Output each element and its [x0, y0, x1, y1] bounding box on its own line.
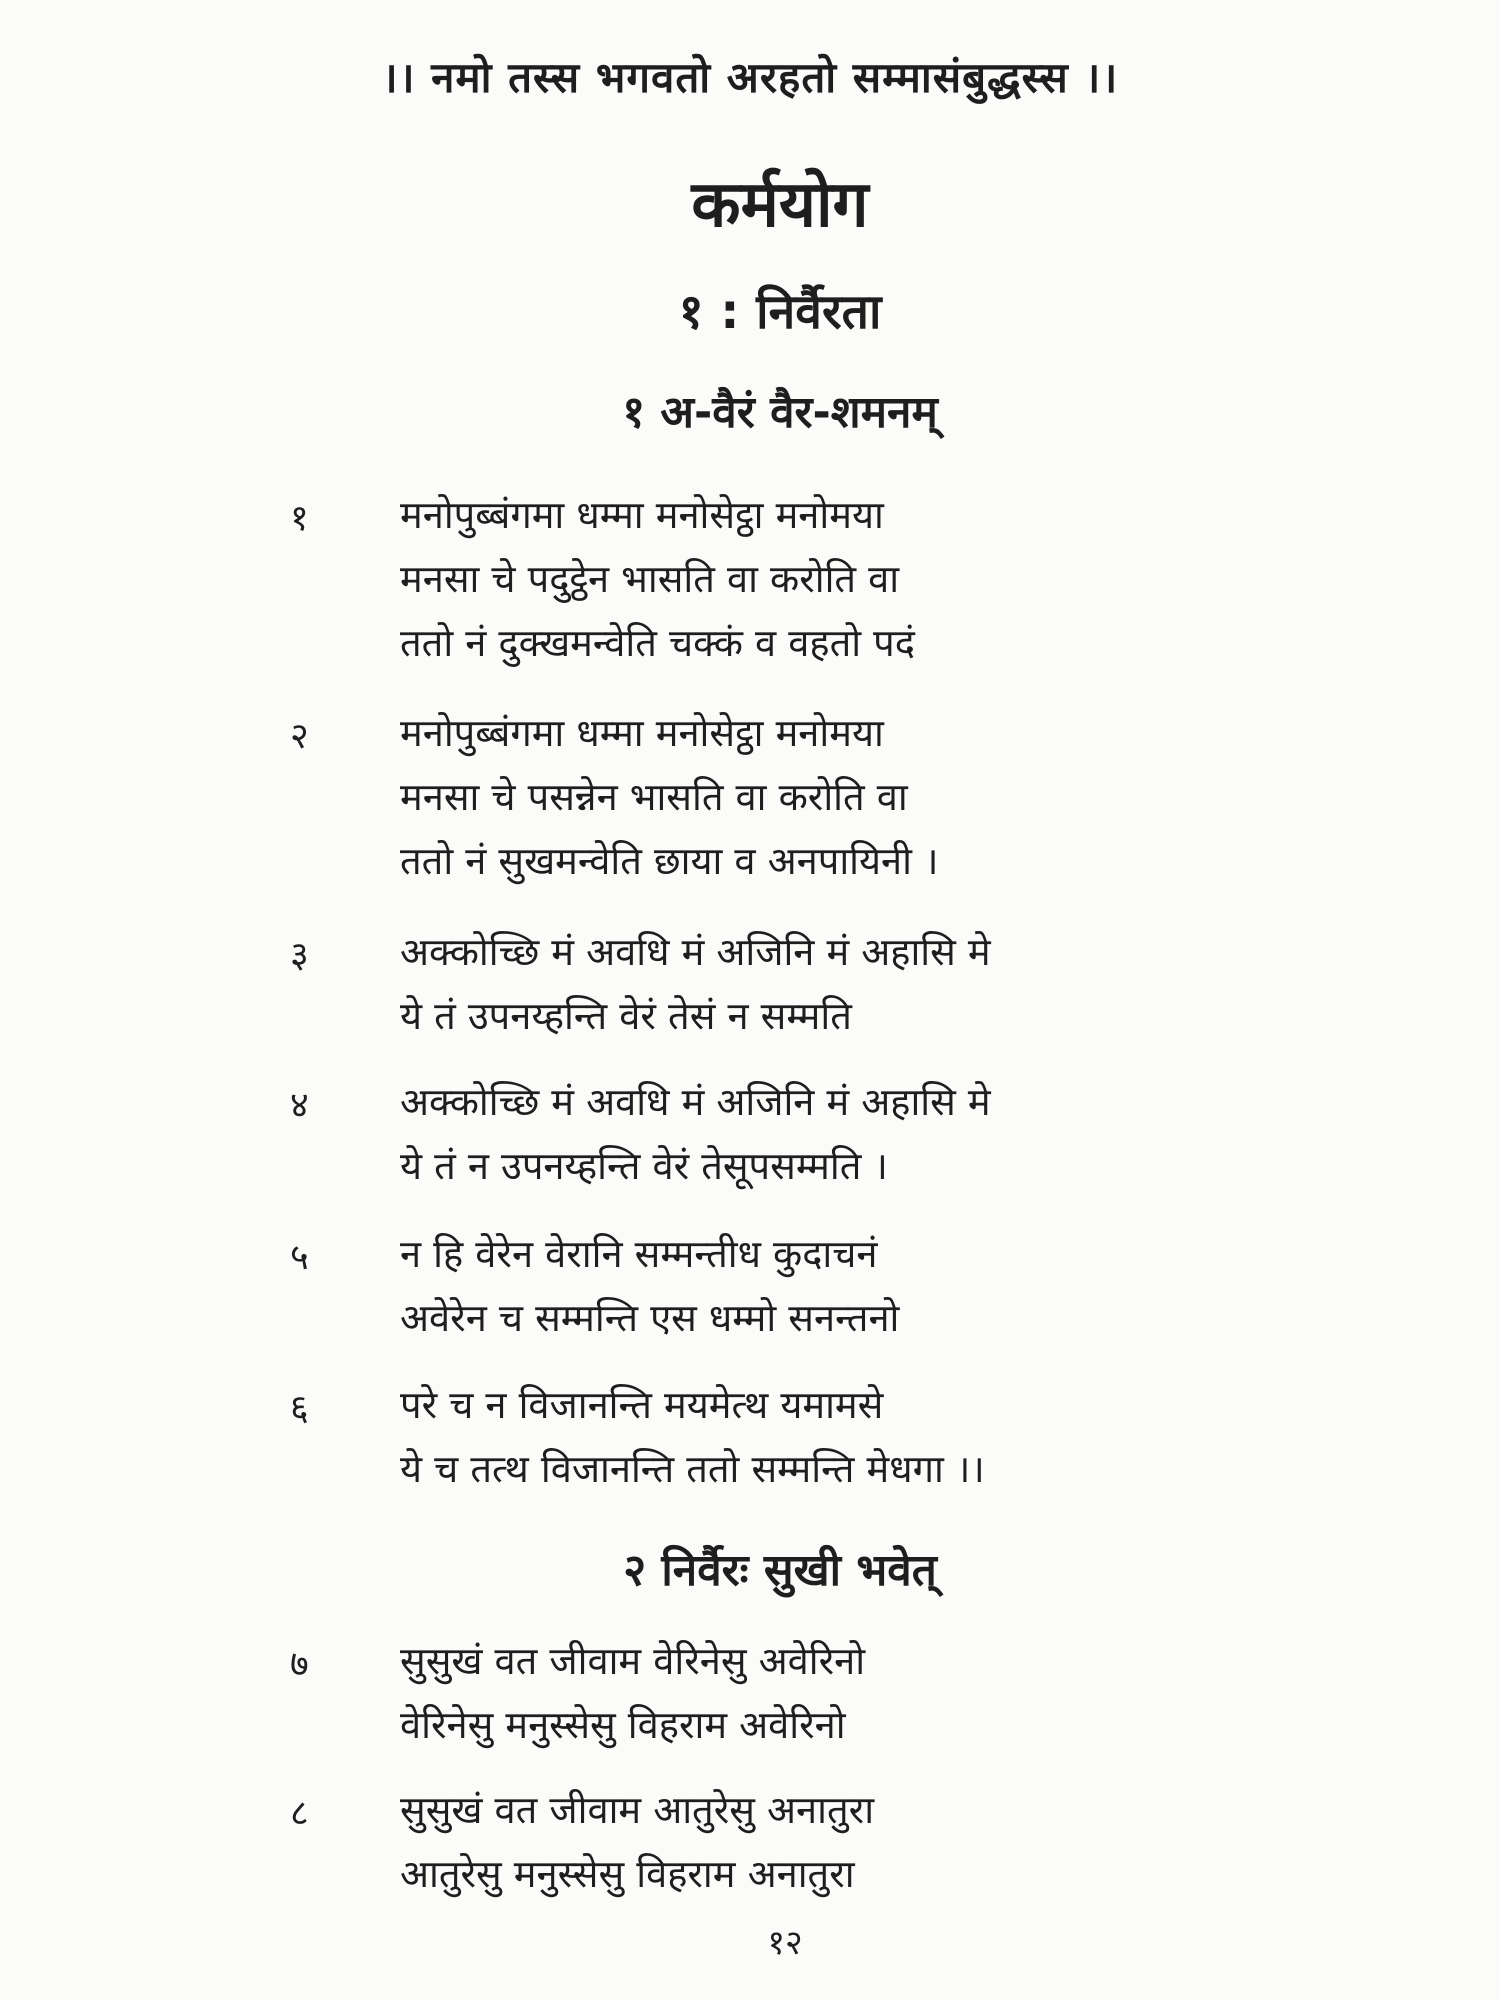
- section-heading: १ अ-वैरं वैर-शमनम्: [622, 387, 938, 438]
- verse-number: ४: [290, 1085, 309, 1126]
- verse-line: अक्कोच्छि मं अवधि मं अजिनि मं अहासि मे: [400, 1080, 991, 1124]
- verse-number: ८: [290, 1793, 309, 1834]
- verse-line: अवेरेन च सम्मन्ति एस धम्मो सनन्तनो: [400, 1296, 900, 1340]
- verse-number: ३: [290, 935, 309, 976]
- verse-line: मनोपुब्बंगमा धम्मा मनोसेट्ठा मनोमया: [400, 493, 884, 537]
- page-title: कर्मयोग: [691, 168, 869, 242]
- verse-line: मनसा चे पसन्नेन भासति वा करोति वा: [400, 775, 908, 819]
- verse-line: ये च तत्थ विजानन्ति ततो सम्मन्ति मेधगा ।।: [400, 1447, 985, 1491]
- verse-number: १: [290, 498, 309, 539]
- verse-number: ५: [290, 1237, 309, 1278]
- verse-line: सुसुखं वत जीवाम वेरिनेसु अवेरिनो: [400, 1639, 866, 1683]
- verse-line: न हि वेरेन वेरानि सम्मन्तीध कुदाचनं: [400, 1232, 878, 1276]
- verse-line: मनसा चे पदुट्ठेन भासति वा करोति वा: [400, 557, 900, 601]
- verse-line: ये तं न उपनय्हन्ति वेरं तेसूपसम्मति ।: [400, 1144, 888, 1188]
- verse-line: आतुरेसु मनुस्सेसु विहराम अनातुरा: [400, 1852, 855, 1896]
- verse-line: परे च न विजानन्ति मयमेत्थ यमामसे: [400, 1383, 884, 1427]
- verse-line: ततो नं दुक्खमन्वेति चक्कं व वहतो पदं: [400, 621, 915, 665]
- section-heading: २ निर्वैरः सुखी भवेत्: [623, 1545, 937, 1596]
- verse-number: ६: [290, 1388, 309, 1429]
- verse-line: सुसुखं वत जीवाम आतुरेसु अनातुरा: [400, 1788, 875, 1832]
- chapter-heading: १ : निर्वैरता: [678, 284, 882, 340]
- invocation-line: ।। नमो तस्स भगवतो अरहतो सम्मासंबुद्धस्स ।।: [381, 53, 1119, 102]
- verse-line: मनोपुब्बंगमा धम्मा मनोसेट्ठा मनोमया: [400, 711, 884, 755]
- verse-line: ये तं उपनय्हन्ति वेरं तेसं न सम्मति: [400, 994, 852, 1038]
- verse-number: ७: [290, 1644, 309, 1685]
- verse-line: ततो नं सुखमन्वेति छाया व अनपायिनी ।: [400, 839, 939, 883]
- page-number: १२: [767, 1923, 803, 1963]
- verse-line: अक्कोच्छि मं अवधि मं अजिनि मं अहासि मे: [400, 930, 991, 974]
- verse-number: २: [290, 716, 309, 757]
- verse-line: वेरिनेसु मनुस्सेसु विहराम अवेरिनो: [400, 1703, 846, 1747]
